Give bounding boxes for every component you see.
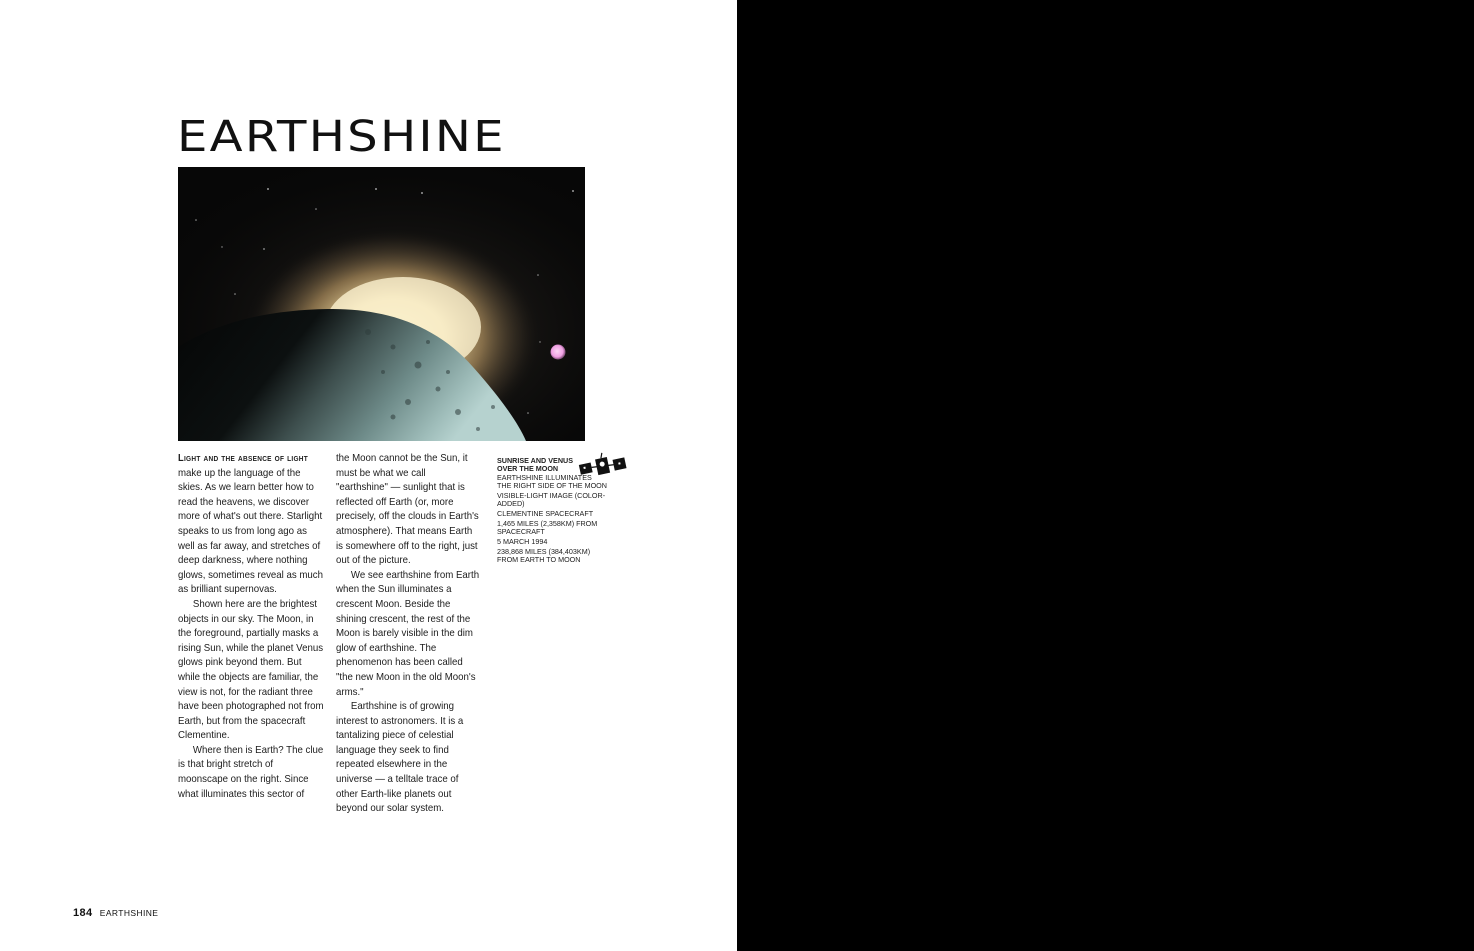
caption-item: VISIBLE-LIGHT IMAGE (COLOR-ADDED) (497, 490, 606, 508)
paragraph: the Moon cannot be the Sun, it must be what we call "earthshine" — sunlight that is reflected off Earth (or, more precisely, off the clouds in Earth's atmosphere). That means Earth is somewhere off to the right, just out of the picture. (336, 453, 479, 567)
body-column-1 (178, 452, 325, 802)
paragraph: We see earthshine from Earth when the Sun illuminates a crescent Moon. Beside the shining crescent, the rest of the Moon is barely visible in the dim glow of earthshine. The phenomenon has been called "the new Moon in the old Moon's arms." (336, 569, 480, 698)
page-title: EARTHSHINE (177, 112, 506, 162)
caption-item: EARTHSHINE ILLUMINATES THE RIGHT SIDE OF THE MOON (497, 473, 607, 490)
paragraph: Where then is Earth? The clue is that bright stretch of moonscape on the right. Since what illuminates this sector of (178, 744, 324, 800)
page-number: 184 (73, 907, 93, 919)
running-section-title: EARTHSHINE (99, 908, 159, 918)
moon-sun-venus-photo (178, 167, 585, 441)
spacecraft-icon (578, 452, 628, 484)
caption-item: 238,868 MILES (384,403KM) FROM EARTH TO MOON (497, 546, 591, 564)
paragraph: Light and the absence of light make up the language of the skies. As we learn better how to read the heavens, we discover more of what's out there. Starlight speaks to us from long ago as well as far away, and stretches of deep darkness, where nothing glows, sometimes reveal as much as brilliant supernovas. (178, 453, 324, 596)
caption-item: CLEMENTINE SPACECRAFT (497, 508, 594, 518)
lead-in: Light and the absence of light (178, 453, 309, 464)
paragraph: Earthshine is of growing interest to astronomers. It is a tantalizing piece of celestial language they seek to find repeated elsewhere in the universe — a telltale trace of other Earth-like planets out beyond our solar system. (336, 701, 464, 815)
right-page-black (737, 0, 1474, 951)
page-folio (73, 907, 158, 919)
body-column-2 (336, 452, 479, 817)
paragraph: Shown here are the brightest objects in our sky. The Moon, in the foreground, partially masks a rising Sun, while the planet Venus glows pink beyond them. But while the objects are familiar, the view is not, for the radiant three have been photographed not from Earth, but from the spacecraft Clementine. (178, 598, 324, 742)
photo-illustration (178, 167, 585, 441)
caption-title: SUNRISE AND VENUS OVER THE MOON (497, 456, 574, 473)
caption-item: 5 MARCH 1994 (497, 536, 548, 546)
caption-item: 1,465 MILES (2,358KM) FROM SPACECRAFT (497, 518, 598, 536)
